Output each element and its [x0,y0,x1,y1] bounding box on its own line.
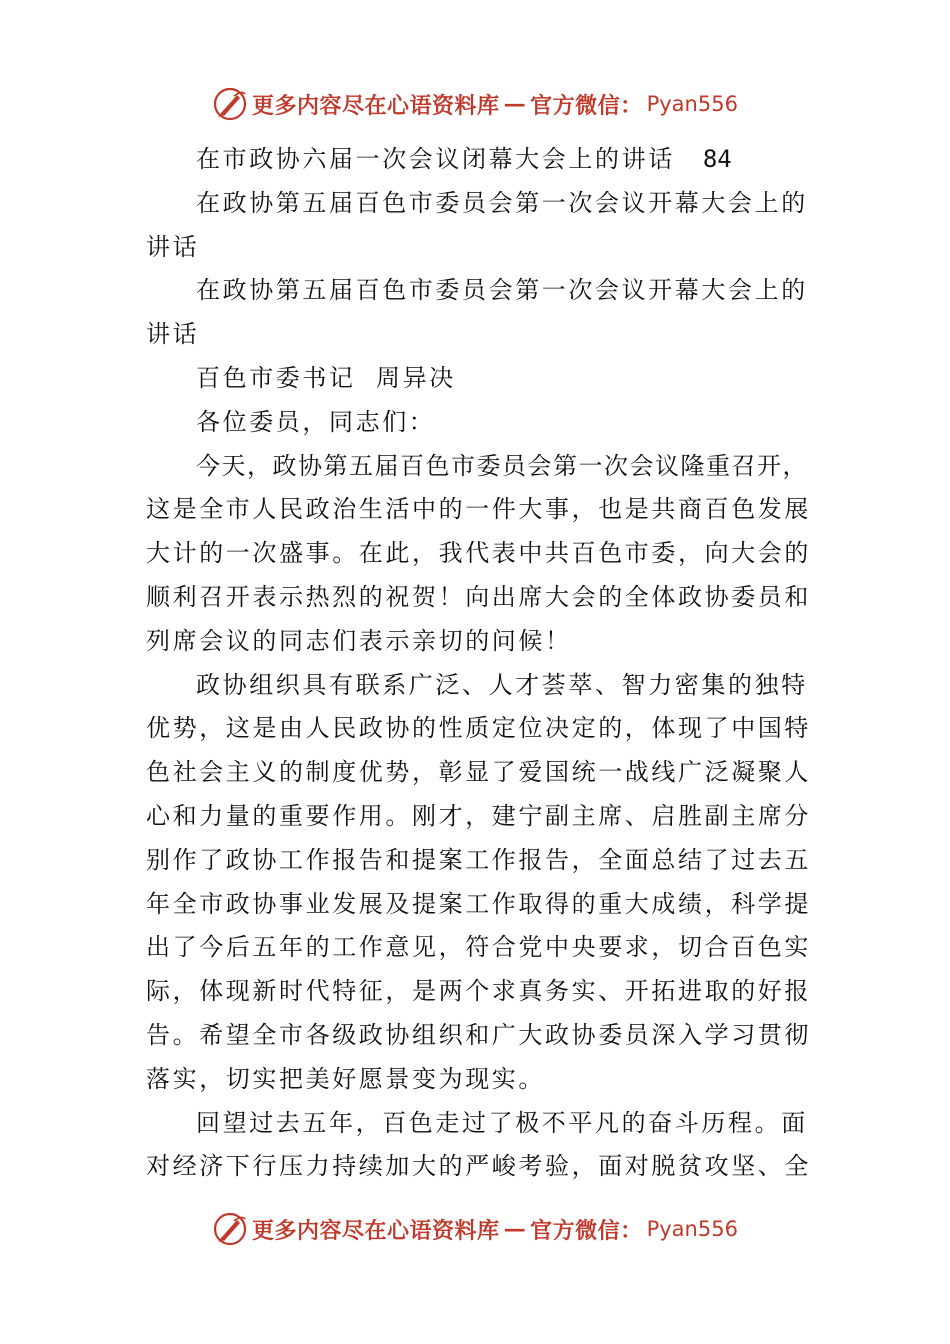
paragraph-line: 对经济下行压力持续加大的严峻考验，面对脱贫攻坚、全 [146,1152,811,1181]
paragraph-line: 出了今后五年的工作意见，符合党中央要求，切合百色实 [146,933,811,962]
paragraph-line: 心和力量的重要作用。刚才，建宁副主席、启胜副主席分 [146,801,811,830]
paragraph-line: 今天，政协第五届百色市委员会第一次会议隆重召开， [196,451,808,480]
pen-logo-icon [212,86,248,122]
toc-entry-title: 在市政协六届一次会议闭幕大会上的讲话 [196,145,675,173]
paragraph-line: 这是全市人民政治生活中的一件大事，也是共商百色发展 [146,495,811,524]
paragraph-line: 年全市政协事业发展及提案工作取得的重大成绩，科学提 [146,889,811,918]
header-banner [0,84,950,124]
banner-wechat-label: 官方微信： [530,92,643,119]
banner-dash: — [503,91,527,117]
paragraph-line: 优势，这是由人民政协的性质定位决定的，体现了中国特 [146,714,811,743]
paragraph-2 [146,664,810,1102]
paragraph-line: 别作了政协工作报告和提案工作报告，全面总结了过去五 [146,845,811,874]
banner-slogan: 更多内容尽在心语资料库 [252,1217,500,1244]
paragraph-line: 回望过去五年，百色走过了极不平凡的奋斗历程。面 [196,1108,808,1137]
toc-entry-2-line-1: 在政协第五届百色市委员会第一次会议开幕大会上的 [196,188,808,217]
paragraph-line: 政协组织具有联系广泛、人才荟萃、智力密集的独特 [196,670,808,699]
banner-wechat-id: Pyan556 [646,92,738,116]
paragraph-1 [146,445,810,664]
document-body [146,138,810,1189]
paragraph-line: 顺利召开表示热烈的祝贺！向出席大会的全体政协委员和 [146,582,811,611]
speech-title-line-1: 在政协第五届百色市委员会第一次会议开幕大会上的 [196,276,808,305]
banner-slogan: 更多内容尽在心语资料库 [252,92,500,119]
toc-entry-page: 84 [702,145,732,173]
banner-wechat-id: Pyan556 [646,1217,738,1241]
footer-banner [0,1209,950,1249]
banner-wechat-label: 官方微信： [530,1217,643,1244]
speech-author: 百色市委书记 周异决 [196,363,456,392]
banner-dash: — [503,1216,527,1242]
paragraph-3 [146,1102,810,1190]
paragraph-line: 大计的一次盛事。在此，我代表中共百色市委，向大会的 [146,539,811,568]
paragraph-line: 色社会主义的制度优势，彰显了爱国统一战线广泛凝聚人 [146,758,811,787]
paragraph-line: 落实，切实把美好愿景变为现实。 [146,1064,545,1093]
salutation: 各位委员，同志们： [196,407,436,436]
paragraph-line: 列席会议的同志们表示亲切的问候！ [146,626,572,655]
pen-logo-icon [212,1211,248,1247]
toc-entry [146,138,810,182]
paragraph-line: 告。希望全市各级政协组织和广大政协委员深入学习贯彻 [146,1020,811,1049]
toc-entry-2-line-2: 讲话 [146,232,200,261]
paragraph-line: 际，体现新时代特征，是两个求真务实、开拓进取的好报 [146,977,811,1006]
speech-title-line-2: 讲话 [146,320,200,349]
